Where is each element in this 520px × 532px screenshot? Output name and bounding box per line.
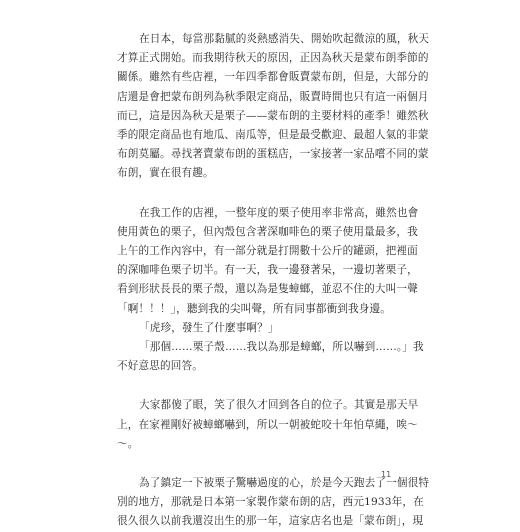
text-line: 大家都傻了眼，笑了很久才回到各自的位子。其實是那天早 xyxy=(139,399,419,412)
text-line: 在我工作的店裡，一整年度的栗子使用率非常高，雖然也會 xyxy=(139,206,419,219)
text-line: 上午的工作內容中，有一部分就是打開數十公斤的罐頭，把裡面 xyxy=(117,245,418,258)
text-line: 看到形狀長長的栗子殼，還以為是隻蟑螂，並忍不住的大叫一聲 xyxy=(117,283,418,296)
text-line: 使用黃色的栗子，但內殼包含著深咖啡色的栗子使用量最多，我 xyxy=(117,225,418,238)
text-line: 在日本，每當那黏膩的炎熱感消失、開始吹起微涼的風，秋天 xyxy=(139,33,430,45)
text-line: 季的限定商品也有地瓜、南瓜等，但是最受歡迎、最超人氣的非蒙 xyxy=(117,129,429,142)
paragraph-everyone-laughed xyxy=(117,396,419,454)
paragraph-gap xyxy=(117,184,401,204)
text-line: 為了鎮定一下被栗子驚嚇過度的心，於是今天跑去了一個很特 xyxy=(139,477,430,490)
text-line: ～。 xyxy=(117,437,139,450)
text-line: 「那個……栗子殼……我以為那是蟑螂，所以嚇到……。」我 xyxy=(139,341,424,354)
text-line: 「啊！！！」，聽到我的尖叫聲，所有同事都衝到我身邊。 xyxy=(117,302,392,315)
text-line: 才算正式開始。而我期待秋天的原因，正因為秋天是蒙布朗季節的 xyxy=(117,52,429,65)
text-line: 「虎珍，發生了什麼事啊？」 xyxy=(139,321,279,334)
paragraph-gap xyxy=(117,376,401,396)
text-line: 而已，這是因為秋天是栗子——蒙布朗的主要材料的產季！雖然秋 xyxy=(117,109,429,122)
paragraph-dialogue-question xyxy=(117,319,401,338)
text-line: 的深咖啡色栗子切半。有一天，我一邊發著呆，一邊切著栗子， xyxy=(117,264,418,277)
text-line: 上，在家裡剛好被蟑螂嚇到，所以一朝被蛇咬十年怕草繩，唉～ xyxy=(117,418,418,431)
paragraph-dialogue-answer xyxy=(117,338,424,376)
text-line: 關係。雖然有些店裡，一年四季都會販賣蒙布朗，但是，大部分的 xyxy=(117,71,429,84)
paragraph-chestnut-work xyxy=(117,204,419,319)
text-line: 別的地方，那就是日本第一家製作蒙布朗的店，西元1933年，在 xyxy=(117,496,424,509)
text-line: 店還是會把蒙布朗列為秋季限定商品，販賣時間也只有這一兩個月 xyxy=(117,90,429,103)
paragraph-gap xyxy=(117,454,401,474)
text-line: 布朗莫屬。尋找著賣蒙布朗的蛋糕店，一家接著一家品嚐不同的蒙 xyxy=(117,148,429,161)
text-line: 布朗，實在很有趣。 xyxy=(117,167,214,180)
page-body xyxy=(117,30,430,532)
page-number: 11 xyxy=(381,470,392,479)
text-line: 不好意思的回答。 xyxy=(117,360,203,373)
text-line: 很久很久以前我還沒出生的那一年，這家店名也是「蒙布朗」，現 xyxy=(117,515,424,528)
paragraph-autumn-montblanc xyxy=(117,30,430,184)
paragraph-first-montblanc-shop xyxy=(117,474,430,532)
